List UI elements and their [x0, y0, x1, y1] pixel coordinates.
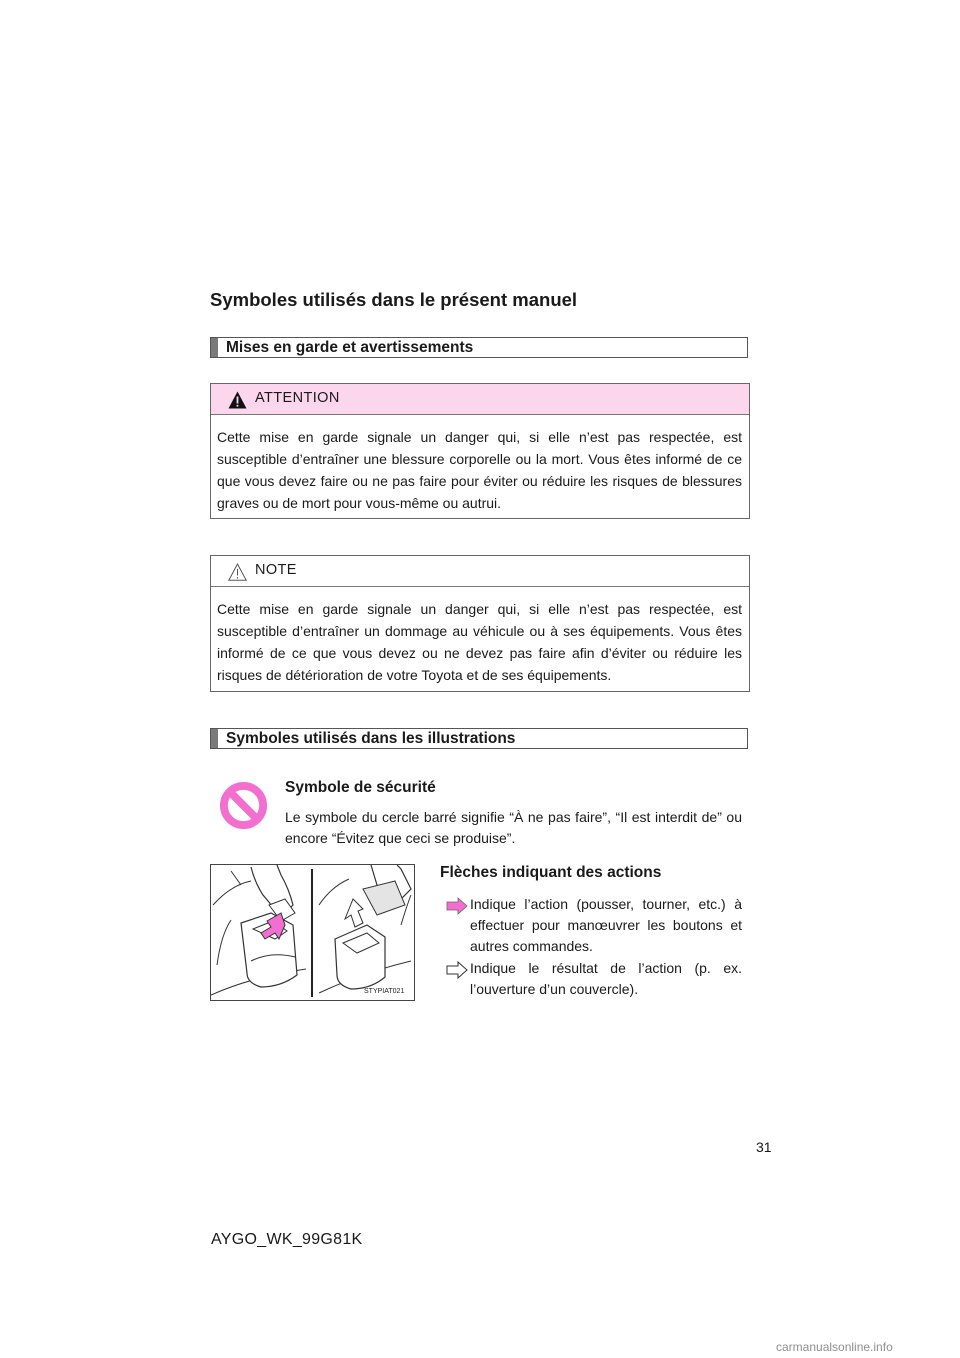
caution-outline-triangle-icon: [228, 563, 247, 581]
safety-symbol-text: Le symbole du cercle barré signifie “À ne pas faire”, “Il est interdit de” ou encore “Évitez que ceci se produise”.: [285, 809, 742, 846]
outline-arrow-icon: [446, 961, 468, 979]
document-code: AYGO_WK_99G81K: [211, 1231, 363, 1248]
section-heading-tab: [211, 729, 218, 748]
attention-text: Cette mise en garde signale un danger qui, si elle n’est pas respectée, est susceptible d’entraîner une blessure corporelle ou la mort. Vous êtes informé de ce que vous devez faire ou ne pas faire pour éviter ou réduire les risques de blessures graves ou de mort pour vous-même ou autrui.: [217, 429, 742, 511]
attention-box: [210, 383, 750, 519]
attention-header: [211, 384, 749, 415]
result-arrow-row: [446, 958, 742, 1000]
action-arrow-text: Indique l’action (pousser, tourner, etc.) à effectuer pour manœuvrer les boutons et autres commandes.: [470, 896, 742, 954]
seatbelt-illustration: [210, 864, 415, 1001]
page-number: 31: [756, 1139, 772, 1155]
note-label: NOTE: [255, 562, 297, 578]
section-heading-warnings: [210, 337, 748, 358]
section-heading-label: Symboles utilisés dans les illustrations: [226, 730, 516, 747]
illustration-code: STYPIAT021: [364, 988, 405, 995]
pink-arrow-icon: [446, 897, 468, 915]
action-arrow-row: [446, 894, 742, 957]
safety-symbol-title: Symbole de sécurité: [285, 779, 436, 796]
note-header: [211, 556, 749, 587]
section-heading-tab: [211, 338, 218, 357]
seatbelt-drawing: [211, 865, 414, 1000]
attention-label: ATTENTION: [255, 390, 340, 406]
section-heading-label: Mises en garde et avertissements: [226, 339, 474, 356]
warning-triangle-icon: [228, 391, 247, 409]
note-box: [210, 555, 750, 692]
note-text: Cette mise en garde signale un danger qui, si elle n’est pas respectée, est susceptible d’entraîner un dommage au véhicule ou à ses équipements. Vous êtes informé de ce que vous devez ou ne devez pas faire afin d’éviter ou réduire les risques de détérioration de votre Toyota et de ses équipements.: [217, 601, 742, 683]
watermark: carmanualsonline.info: [776, 1340, 893, 1354]
prohibition-icon: [219, 781, 268, 830]
section-heading-illustrations: [210, 728, 748, 749]
arrows-title: Flèches indiquant des actions: [440, 864, 662, 881]
page-title: Symboles utilisés dans le présent manuel: [210, 289, 578, 310]
result-arrow-text: Indique le résultat de l’action (p. ex. l’ouverture d’un couvercle).: [470, 960, 742, 997]
